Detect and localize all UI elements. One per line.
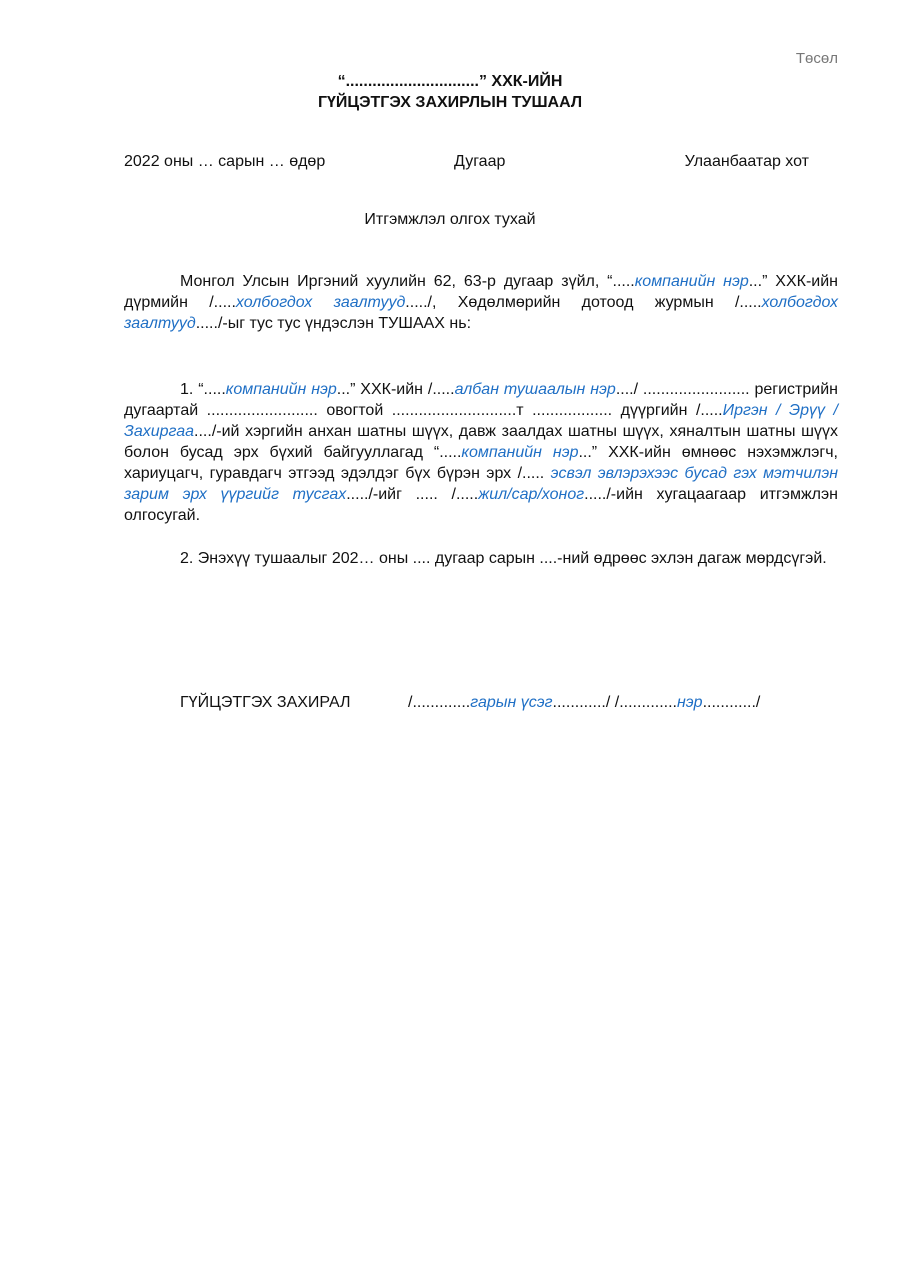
document-meta-row: [124, 153, 809, 175]
signature-fields: [408, 694, 760, 712]
order-city: Улаанбаатар хот: [684, 153, 809, 170]
order-item-text: 1. “.....: [180, 381, 226, 398]
signature-dots: ............/ /.............: [552, 694, 677, 711]
preamble-text: ...” ХХК-ийн дүрмийн /.....: [124, 273, 838, 311]
signature-line: [180, 694, 840, 716]
order-item-text: ...../-ийн хугацаагаар итгэмжлэн олгосугай.: [124, 486, 839, 524]
order-date: 2022 оны … сарын … өдөр: [124, 153, 326, 170]
order-item-text: ..../-ий хэргийн анхан шатны шүүх, давж заалдах шатны шүүх, хяналтын шатны шүүх болон бусад эрх бүхий байгууллагад “.....: [124, 423, 838, 461]
order-item-text: ...” ХХК-ийн /.....: [336, 381, 455, 398]
title-order-line: ГҮЙЦЭТГЭХ ЗАХИРЛЫН ТУШААЛ: [317, 94, 583, 111]
order-subject: Итгэмжлэл олгох тухай: [364, 211, 536, 228]
placeholder-relevant-clauses: холбогдох заалтууд: [235, 294, 406, 311]
order-item-text: ...../-ийг ..... /.....: [346, 486, 479, 503]
document-title: [0, 71, 900, 113]
signature-title: ГҮЙЦЭТГЭХ ЗАХИРАЛ: [180, 694, 351, 711]
preamble-text: ...../-ыг тус тус үндэслэн ТУШААХ нь:: [195, 315, 472, 332]
title-company-line: “..............................” ХХК-ИЙН: [337, 73, 563, 90]
signature-dots: /.............: [408, 694, 471, 711]
placeholder-company-name: компанийн нэр: [461, 444, 579, 461]
order-item-text: ...” ХХК-ийн өмнөөс нэхэмжлэгч, хариуцагч, гуравдагч этгээд эдэлдэг бүх бүрэн эрх /.....: [124, 444, 838, 482]
order-item-text: ..../ ........................ регистрийн дугаартай ......................... овогтой ............................т .................. дүүргийн /.....: [124, 381, 838, 419]
placeholder-duration-unit: жил/сар/хоног: [478, 486, 585, 503]
placeholder-name: нэр: [677, 694, 703, 711]
signature-dots: ............/: [702, 694, 761, 711]
draft-label: Төсөл: [795, 50, 838, 67]
order-item-2: [124, 548, 838, 569]
placeholder-company-name: компанийн нэр: [634, 273, 749, 290]
placeholder-position-title: албан тушаалын нэр: [454, 381, 616, 398]
placeholder-case-type: Иргэн / Эрүү / Захиргаа: [124, 402, 838, 440]
order-number-label: Дугаар: [454, 153, 506, 170]
placeholder-company-name: компанийн нэр: [225, 381, 337, 398]
preamble-text: Монгол Улсын Иргэний хуулийн 62, 63-р дугаар зүйл, “.....: [180, 273, 635, 290]
preamble-text: ...../, Хөдөлмөрийн дотоод журмын /.....: [405, 294, 762, 311]
order-item-text: 2. Энэхүү тушаалыг 202… оны .... дугаар сарын ....-ний өдрөөс эхлэн дагаж мөрдсүгэй.: [180, 550, 827, 567]
placeholder-signature: гарын үсэг: [470, 694, 553, 711]
preamble-paragraph: [124, 271, 838, 334]
placeholder-rights-scope: эсвэл эвлэрэхээс бусад гэх мэтчилэн зарим эрх үүргийг тусгах: [124, 465, 838, 503]
placeholder-relevant-clauses: холбогдох заалтууд: [124, 294, 838, 332]
order-item-1: [124, 379, 838, 526]
